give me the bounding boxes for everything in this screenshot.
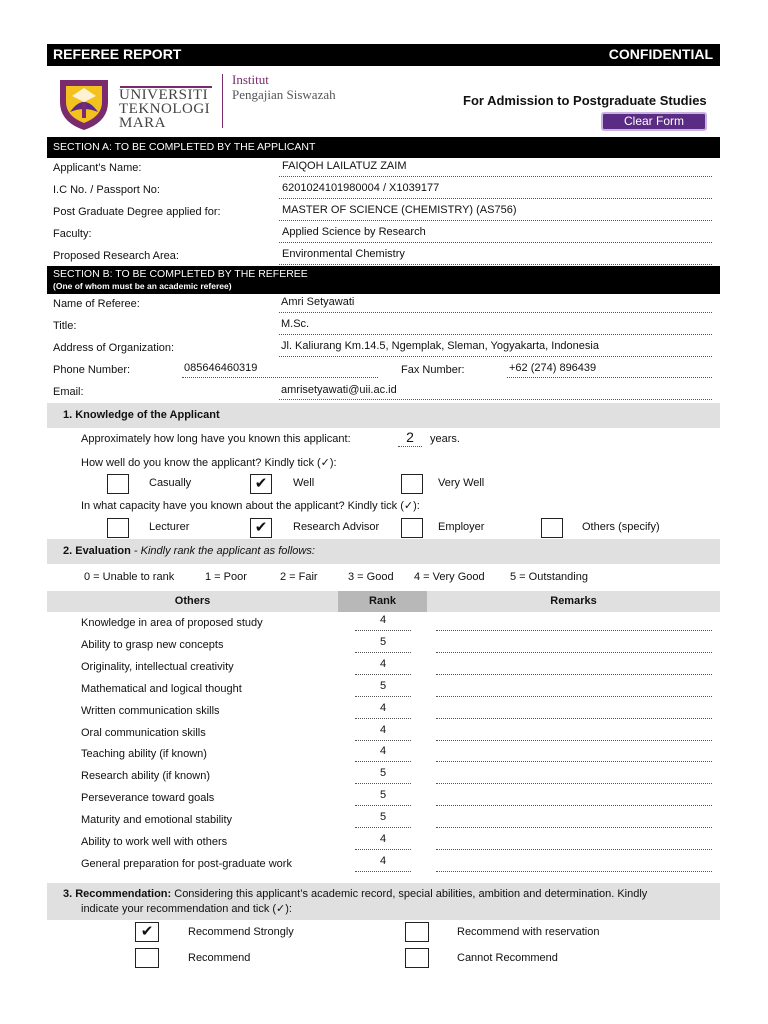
applicant-field-label: I.C No. / Passport No: (53, 184, 160, 196)
email-underline (279, 399, 712, 400)
criterion-label: Ability to work well with others (81, 836, 228, 848)
address-underline (279, 356, 712, 357)
university-logo (56, 72, 112, 132)
referee-title-field[interactable]: M.Sc. (281, 318, 310, 330)
tick-option-label: Casually (149, 477, 192, 489)
address-field[interactable]: Jl. Kaliurang Km.14.5, Ngemplak, Sleman, Yogyakarta, Indonesia (281, 340, 599, 352)
how-long-field[interactable]: 2 (406, 429, 414, 445)
admission-purpose: For Admission to Postgraduate Studies (463, 93, 707, 108)
recommendation-title-bold: 3. Recommendation: (63, 888, 172, 900)
referee-title-label: Title: (53, 320, 77, 332)
tick-option-label: Others (specify) (582, 521, 660, 533)
rank-underline (355, 718, 411, 719)
capacity-question: In what capacity have you known about the applicant? Kindly tick (✓): (81, 500, 420, 512)
tick-option-label: Well (293, 477, 315, 489)
fax-label: Fax Number: (401, 364, 465, 376)
criterion-label: Oral communication skills (81, 726, 206, 739)
tick-option-label: Very Well (438, 477, 485, 489)
remarks-field[interactable] (436, 696, 712, 697)
rank-underline (355, 674, 411, 675)
tick-box[interactable] (405, 948, 429, 968)
rank-underline (355, 761, 411, 762)
rank-field[interactable]: 4 (379, 614, 387, 626)
tick-box[interactable] (401, 518, 423, 538)
section-b-header (47, 266, 720, 294)
university-name (119, 88, 210, 130)
tick-box[interactable] (107, 474, 129, 494)
jawi-script (120, 74, 212, 88)
report-title: REFEREE REPORT (53, 46, 182, 62)
fax-field[interactable]: +62 (274) 896439 (509, 362, 597, 374)
section-b-title: SECTION B: TO BE COMPLETED BY THE REFEREE (53, 268, 308, 280)
tick-option-label: Recommend Strongly (188, 926, 294, 938)
rank-scale-item: 0 = Unable to rank (84, 571, 175, 583)
section-b-subtitle: (One of whom must be an academic referee) (53, 281, 232, 291)
tick-option-label: Lecturer (149, 521, 190, 533)
remarks-field[interactable] (436, 805, 712, 806)
remarks-field[interactable] (436, 718, 712, 719)
university-name-line3: MARA (119, 115, 167, 131)
institute-line2: Pengajian Siswazah (232, 87, 336, 102)
rank-scale-item: 5 = Outstanding (510, 571, 588, 583)
tick-box[interactable] (107, 518, 129, 538)
criterion-label: Perseverance toward goals (81, 792, 215, 805)
tick-box[interactable] (401, 474, 423, 494)
university-name-line1: UNIVERSITI (119, 87, 209, 103)
institute-line1: Institut (232, 72, 269, 87)
phone-underline (182, 377, 378, 378)
tick-option-label: Recommend with reservation (457, 926, 600, 938)
remarks-field[interactable] (436, 783, 712, 784)
rank-field[interactable]: 5 (379, 679, 387, 692)
col-others: Others (174, 595, 211, 607)
remarks-field[interactable] (436, 871, 712, 872)
col-remarks: Remarks (550, 595, 597, 607)
applicant-field-label: Applicant’s Name: (53, 162, 142, 174)
tick-option-label: Research Advisor (293, 521, 380, 533)
criterion-label: Teaching ability (if known) (81, 748, 207, 761)
referee-name-label: Name of Referee: (53, 298, 140, 310)
rank-field[interactable]: 4 (379, 701, 387, 714)
rank-field[interactable]: 4 (379, 833, 387, 845)
section-a-title: SECTION A: TO BE COMPLETED BY THE APPLICANT (53, 141, 316, 153)
rank-underline (355, 827, 411, 828)
fax-underline (507, 377, 712, 378)
remarks-field[interactable] (436, 674, 712, 675)
applicant-field-value[interactable]: MASTER OF SCIENCE (CHEMISTRY) (AS756) (282, 204, 517, 216)
rank-underline (355, 783, 411, 784)
remarks-field[interactable] (436, 761, 712, 762)
confidential-label: CONFIDENTIAL (608, 46, 713, 62)
tick-box[interactable]: ✔ (135, 922, 159, 942)
referee-name-field[interactable]: Amri Setyawati (281, 296, 355, 308)
remarks-field[interactable] (436, 652, 712, 653)
rank-field[interactable]: 5 (379, 635, 387, 648)
tick-option-label: Cannot Recommend (457, 952, 558, 964)
rank-underline (355, 630, 411, 631)
phone-field[interactable]: 085646460319 (184, 362, 258, 374)
knowledge-title: 1. Knowledge of the Applicant (63, 409, 220, 421)
applicant-field-label: Faculty: (53, 228, 92, 240)
tick-option-label: Employer (438, 521, 485, 533)
address-label: Address of Organization: (53, 342, 175, 354)
tick-box[interactable] (405, 922, 429, 942)
criterion-label: Maturity and emotional stability (81, 814, 233, 827)
rank-underline (355, 849, 411, 850)
rank-scale-item: 4 = Very Good (414, 571, 485, 583)
email-label: Email: (53, 386, 84, 398)
how-long-underline (398, 446, 422, 447)
recommendation-header (47, 883, 720, 920)
criterion-label: Research ability (if known) (81, 770, 210, 783)
tick-box[interactable] (135, 948, 159, 968)
rank-field[interactable]: 4 (379, 854, 387, 867)
rank-field[interactable]: 4 (379, 723, 387, 736)
evaluation-header (47, 539, 720, 564)
col-rank: Rank (369, 595, 396, 607)
referee-name-underline (279, 312, 712, 313)
applicant-field-underline (279, 242, 712, 243)
tick-box[interactable]: ✔ (250, 518, 272, 538)
criterion-label: Ability to grasp new concepts (81, 638, 224, 651)
criterion-label: Knowledge in area of proposed study (81, 617, 263, 629)
criterion-label: Originality, intellectual creativity (81, 660, 234, 673)
applicant-field-label: Proposed Research Area: (53, 250, 179, 262)
institute-name (232, 72, 336, 102)
logo-divider (222, 74, 223, 128)
title-bar (47, 44, 720, 66)
criterion-label: Written communication skills (81, 704, 220, 717)
rank-underline (355, 740, 411, 741)
evaluation-title (63, 545, 315, 557)
university-name-line2: TEKNOLOGI (119, 101, 211, 117)
phone-label: Phone Number: (53, 364, 131, 376)
tick-box[interactable] (541, 518, 563, 538)
evaluation-title-bold: 2. Evaluation (63, 545, 131, 557)
applicant-field-value[interactable]: FAIQOH LAILATUZ ZAIM (282, 160, 407, 172)
rank-field[interactable]: 4 (379, 745, 387, 758)
rank-field[interactable]: 5 (379, 811, 387, 824)
email-field[interactable]: amrisetyawati@uii.ac.id (281, 384, 397, 396)
applicant-field-underline (279, 264, 712, 265)
how-well-question: How well do you know the applicant? Kindly tick (✓): (81, 457, 337, 469)
remarks-field[interactable] (436, 849, 712, 850)
tick-box[interactable]: ✔ (250, 474, 272, 494)
rank-field[interactable]: 4 (379, 657, 387, 670)
applicant-field-value[interactable]: Environmental Chemistry (282, 248, 405, 260)
rank-underline (355, 652, 411, 653)
clear-form-button[interactable]: Clear Form (601, 112, 707, 131)
rank-underline (355, 696, 411, 697)
applicant-field-label: Post Graduate Degree applied for: (53, 206, 221, 218)
rank-scale-item: 2 = Fair (280, 571, 318, 583)
rank-underline (355, 805, 411, 806)
tick-option-label: Recommend (188, 952, 251, 964)
referee-title-underline (279, 334, 712, 335)
applicant-field-value[interactable]: 6201024101980004 / X1039177 (282, 182, 440, 194)
recommendation-title-line2: indicate your recommendation and tick (✓): (81, 903, 292, 915)
remarks-field[interactable] (436, 827, 712, 828)
remarks-field[interactable] (436, 740, 712, 741)
remarks-field[interactable] (436, 630, 712, 631)
section-a-header (47, 137, 720, 158)
how-long-question: Approximately how long have you known this applicant: (81, 433, 351, 445)
rank-underline (355, 871, 411, 872)
applicant-field-underline (279, 220, 712, 221)
recommendation-title-text: Considering this applicant’s academic record, special abilities, ambition and determination. Kindly (171, 888, 648, 900)
rank-scale-item: 1 = Poor (205, 571, 247, 583)
applicant-field-underline (279, 198, 712, 199)
applicant-field-value[interactable]: Applied Science by Research (282, 226, 426, 238)
rank-field[interactable]: 5 (379, 789, 387, 802)
rank-scale-item: 3 = Good (348, 571, 394, 583)
knowledge-header (47, 403, 720, 428)
rank-field[interactable]: 5 (379, 767, 387, 780)
recommendation-title (63, 887, 713, 917)
how-long-unit: years. (430, 433, 460, 445)
applicant-field-underline (279, 176, 712, 177)
criterion-label: Mathematical and logical thought (81, 682, 242, 695)
evaluation-title-italic: - Kindly rank the applicant as follows: (130, 545, 315, 557)
criterion-label: General preparation for post-graduate work (81, 857, 292, 870)
